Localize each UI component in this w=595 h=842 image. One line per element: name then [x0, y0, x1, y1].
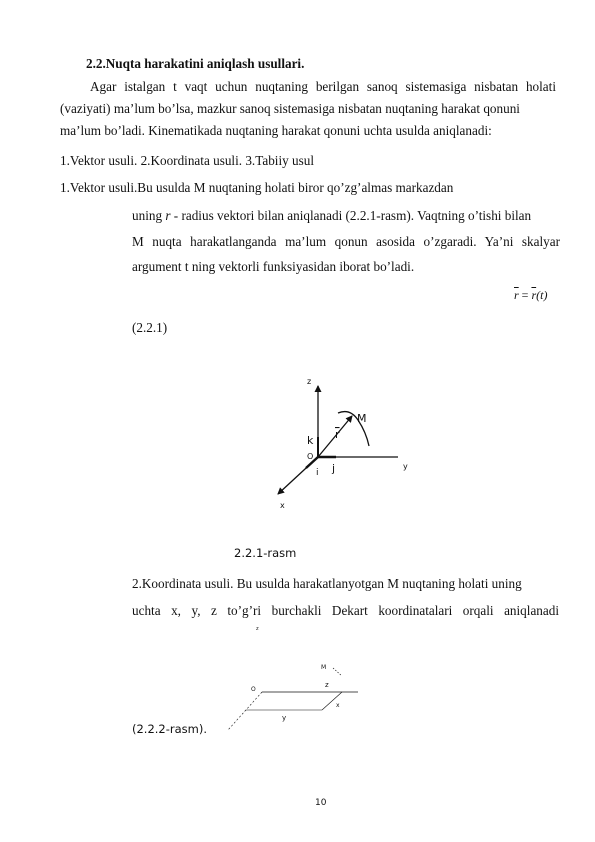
- page-number: 10: [315, 798, 327, 808]
- paragraph-line: uchta x, y, z to’g’ri burchakli Dekart koordinatalari orqali aniqlanadi: [132, 603, 559, 618]
- x-axis-label: x: [280, 501, 285, 510]
- figure2-y-label: y: [282, 714, 287, 722]
- formula-equals: =: [521, 288, 529, 302]
- unit-i-label: i: [316, 468, 319, 478]
- point-m-label: M: [357, 412, 367, 425]
- paragraph-line: ma’lum bo’ladi. Kinematikada nuqtaning harakat qonuni uchta usulda aniqlanadi:: [60, 123, 492, 138]
- unit-j-label: j: [332, 462, 336, 475]
- formula-lhs: $\overline{r}$: [514, 288, 519, 302]
- text-fragment: uning: [132, 208, 163, 223]
- figure2-x-label: x: [336, 702, 340, 709]
- figure2-point-label: M: [321, 664, 327, 671]
- paragraph-line: Agar istalgan t vaqt uchun nuqtaning berilgan sanoq sistemasiga nisbatan holati: [90, 79, 556, 94]
- figure2-z-projection: [333, 668, 342, 676]
- paragraph-line: (vaziyati) ma’lum bo’lsa, mazkur sanoq sistemasiga nisbatan nuqtaning harakat qonuni: [60, 101, 520, 116]
- y-axis-label: y: [403, 462, 408, 471]
- figure2-top-mark: z: [256, 626, 259, 632]
- paragraph-line: 2.Koordinata usuli. Bu usulda harakatlanyotgan M nuqtaning holati uning: [132, 576, 522, 591]
- radius-vector-symbol: r: [165, 208, 171, 223]
- figure2-z-label: z: [325, 681, 329, 689]
- figure2-caption: (2.2.2-rasm).: [132, 722, 208, 736]
- equation-number: (2.2.1): [132, 320, 168, 335]
- figure2-origin-label: O: [251, 686, 256, 693]
- formula-rhs: $\overline{r}$: [531, 288, 537, 302]
- origin-label: O: [307, 452, 314, 461]
- vector-method-intro: 1.Vektor usuli.Bu usulda M nuqtaning holati biror qo’zg’almas markazdan: [60, 180, 454, 195]
- text-fragment: - radius vektori bilan aniqlanadi (2.2.1-rasm). Vaqtning o’tishi bilan: [170, 208, 532, 223]
- unit-k-label: k: [307, 434, 314, 447]
- section-heading: 2.2.Nuqta harakatini aniqlash usullari.: [86, 56, 305, 71]
- z-axis-label: z: [307, 377, 312, 386]
- formula-argument: (t): [536, 288, 548, 302]
- vector-r-label: r: [335, 428, 340, 441]
- figure-caption: 2.2.1-rasm: [234, 546, 297, 560]
- paragraph-line: argument t ning vektorli funksiyasidan iborat bo’ladi.: [132, 259, 415, 274]
- paragraph-line: M nuqta harakatlanganda ma’lum qonun asosida o’zgaradi. Ya’ni skalyar: [132, 234, 560, 249]
- methods-list: 1.Vektor usuli. 2.Koordinata usuli. 3.Tabiiy usul: [60, 153, 315, 168]
- figure2-x-axis: [228, 692, 262, 730]
